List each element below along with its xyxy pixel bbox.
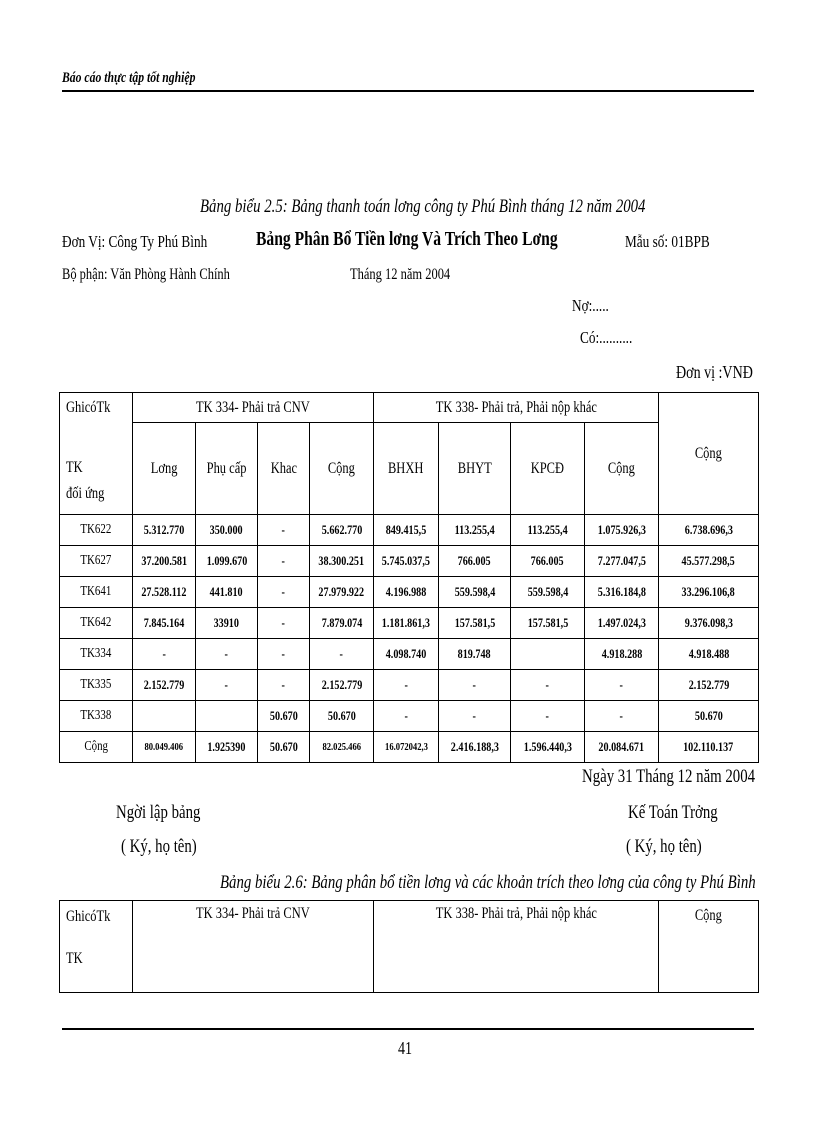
table-cell: 766.005 xyxy=(511,546,585,577)
row-label: TK627 xyxy=(60,546,133,577)
form-number: Mẫu số: 01BPB xyxy=(625,232,710,251)
table-cell: 2.416.188,3 xyxy=(439,732,511,763)
table-cell: 5.662.770 xyxy=(310,515,374,546)
row-label: TK338 xyxy=(60,701,133,732)
col-header-phu-cap: Phụ cấp xyxy=(196,423,258,515)
table-caption-2-6: Bảng biểu 2.6: Bảng phân bổ tiền lơng và các khoản trích theo lơng của công ty Phú Bình xyxy=(220,872,756,893)
table-row xyxy=(60,515,759,546)
table-row xyxy=(60,701,759,732)
col-header-cong-334: Cộng xyxy=(310,423,374,515)
t2-corner-header: GhicóTk TK xyxy=(60,901,133,993)
table-cell xyxy=(196,701,258,732)
table-cell: 50.670 xyxy=(258,732,310,763)
group-header-tk338: TK 338- Phải trả, Phải nộp khác xyxy=(374,393,659,423)
table-cell: 80.049.406 xyxy=(133,732,196,763)
unit-name: Đơn Vị: Công Ty Phú Bình xyxy=(62,232,208,251)
table-cell: - xyxy=(374,701,439,732)
corner-header-top: GhicóTk xyxy=(60,393,133,423)
table-cell: - xyxy=(439,670,511,701)
table-cell: - xyxy=(258,670,310,701)
table-cell: 50.670 xyxy=(659,701,759,732)
debit-label: Nợ:..... xyxy=(572,296,609,315)
table-cell: 2.152.779 xyxy=(310,670,374,701)
table-row xyxy=(60,546,759,577)
table-cell: 1.075.926,3 xyxy=(585,515,659,546)
table-cell: - xyxy=(258,639,310,670)
table-cell: 20.084.671 xyxy=(585,732,659,763)
table-row xyxy=(60,577,759,608)
report-header-title: Báo cáo thực tập tốt nghiệp xyxy=(62,70,196,86)
credit-label: Có:.......... xyxy=(580,328,633,347)
table-cell: 5.745.037,5 xyxy=(374,546,439,577)
table-cell: 37.200.581 xyxy=(133,546,196,577)
t2-group-header-tk338: TK 338- Phải trả, Phải nộp khác xyxy=(374,901,659,993)
col-header-khac: Khac xyxy=(258,423,310,515)
table-cell: 16.072042,3 xyxy=(374,732,439,763)
table-cell: 766.005 xyxy=(439,546,511,577)
table-cell: 157.581,5 xyxy=(439,608,511,639)
t2-group-header-tk334: TK 334- Phải trả CNV xyxy=(133,901,374,993)
table-cell: 27.528.112 xyxy=(133,577,196,608)
month-label: Tháng 12 năm 2004 xyxy=(350,266,451,283)
table-cell: - xyxy=(511,670,585,701)
table-cell: - xyxy=(196,670,258,701)
sheet-title: Bảng Phân Bổ Tiền lơng Và Trích Theo Lơng xyxy=(256,228,558,250)
table-cell: 4.098.740 xyxy=(374,639,439,670)
table-cell: 50.670 xyxy=(258,701,310,732)
table-cell: 5.312.770 xyxy=(133,515,196,546)
page-number: 41 xyxy=(398,1038,413,1058)
table-cell: 1.181.861,3 xyxy=(374,608,439,639)
table-cell: 1.925390 xyxy=(196,732,258,763)
col-header-cong-338: Cộng xyxy=(585,423,659,515)
chief-accountant-label: Kế Toán Trởng xyxy=(628,802,718,823)
table-cell: 2.152.779 xyxy=(659,670,759,701)
sign-date: Ngày 31 Tháng 12 năm 2004 xyxy=(582,766,756,787)
total-header: Cộng xyxy=(659,393,759,515)
table-cell: 1.497.024,3 xyxy=(585,608,659,639)
table-cell: 849.415,5 xyxy=(374,515,439,546)
salary-allocation-table-2 xyxy=(59,900,759,993)
corner-header-bottom: TK đối ứng xyxy=(60,423,133,515)
table-cell: - xyxy=(511,701,585,732)
currency-unit: Đơn vị :VNĐ xyxy=(676,362,753,382)
table-cell: 1.596.440,3 xyxy=(511,732,585,763)
accountant-sign-hint: ( Ký, họ tên) xyxy=(626,836,702,857)
table-cell: - xyxy=(374,670,439,701)
table-cell xyxy=(133,701,196,732)
table-cell: 2.152.779 xyxy=(133,670,196,701)
table-cell: - xyxy=(585,670,659,701)
col-header-luong: Lơng xyxy=(133,423,196,515)
row-label: Cộng xyxy=(60,732,133,763)
table-cell: 559.598,4 xyxy=(511,577,585,608)
table-cell: - xyxy=(439,701,511,732)
footer-rule xyxy=(62,1028,754,1030)
col-header-bhxh: BHXH xyxy=(374,423,439,515)
table-cell: 82.025.466 xyxy=(310,732,374,763)
preparer-sign-hint: ( Ký, họ tên) xyxy=(121,836,197,857)
table-cell: 6.738.696,3 xyxy=(659,515,759,546)
department: Bộ phận: Văn Phòng Hành Chính xyxy=(62,266,230,283)
table-cell: 33910 xyxy=(196,608,258,639)
table-cell: 45.577.298,5 xyxy=(659,546,759,577)
table-cell: 27.979.922 xyxy=(310,577,374,608)
preparer-label: Ngời lập bảng xyxy=(116,802,201,823)
table-cell: 819.748 xyxy=(439,639,511,670)
row-label: TK334 xyxy=(60,639,133,670)
table-cell xyxy=(511,639,585,670)
table-cell: 7.277.047,5 xyxy=(585,546,659,577)
table-row xyxy=(60,670,759,701)
row-label: TK622 xyxy=(60,515,133,546)
table-cell: - xyxy=(196,639,258,670)
table-caption-2-5: Bảng biểu 2.5: Bảng thanh toán lơng công ty Phú Bình tháng 12 năm 2004 xyxy=(200,196,646,217)
row-label: TK642 xyxy=(60,608,133,639)
group-header-tk334: TK 334- Phải trả CNV xyxy=(133,393,374,423)
table-cell: 102.110.137 xyxy=(659,732,759,763)
table-cell: - xyxy=(258,515,310,546)
table-cell: 7.879.074 xyxy=(310,608,374,639)
header-rule xyxy=(62,90,754,92)
table-row xyxy=(60,639,759,670)
table-cell: 9.376.098,3 xyxy=(659,608,759,639)
col-header-kpcd: KPCĐ xyxy=(511,423,585,515)
salary-allocation-table xyxy=(59,392,759,763)
row-label: TK641 xyxy=(60,577,133,608)
table-cell: - xyxy=(258,608,310,639)
table-cell: 4.918.288 xyxy=(585,639,659,670)
row-label: TK335 xyxy=(60,670,133,701)
table-cell: 4.196.988 xyxy=(374,577,439,608)
table-cell: 441.810 xyxy=(196,577,258,608)
table-cell: 38.300.251 xyxy=(310,546,374,577)
table-cell: - xyxy=(133,639,196,670)
table-cell: 157.581,5 xyxy=(511,608,585,639)
table-cell: 33.296.106,8 xyxy=(659,577,759,608)
table-cell: 350.000 xyxy=(196,515,258,546)
table-cell: 4.918.488 xyxy=(659,639,759,670)
table-cell: 1.099.670 xyxy=(196,546,258,577)
table-row xyxy=(60,608,759,639)
table-row xyxy=(60,732,759,763)
col-header-bhyt: BHYT xyxy=(439,423,511,515)
table-cell: - xyxy=(258,577,310,608)
table-cell: - xyxy=(310,639,374,670)
table-cell: 559.598,4 xyxy=(439,577,511,608)
table-cell: - xyxy=(585,701,659,732)
table-cell: 50.670 xyxy=(310,701,374,732)
table-cell: 5.316.184,8 xyxy=(585,577,659,608)
table-cell: - xyxy=(258,546,310,577)
t2-total-header: Cộng xyxy=(659,901,759,993)
table-cell: 113.255,4 xyxy=(439,515,511,546)
table-cell: 7.845.164 xyxy=(133,608,196,639)
table-cell: 113.255,4 xyxy=(511,515,585,546)
